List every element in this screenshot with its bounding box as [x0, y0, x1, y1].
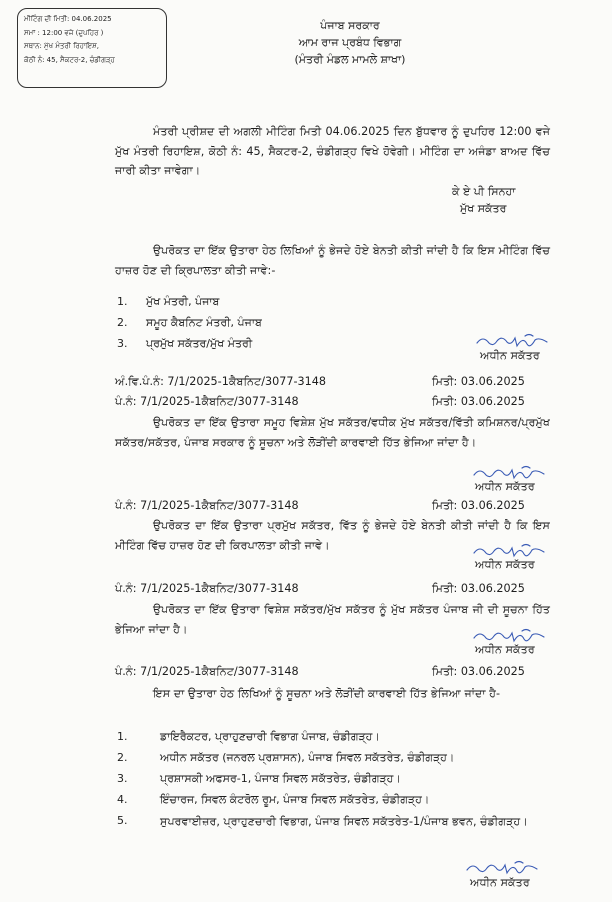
list-number: 4. [117, 793, 128, 806]
signatory-title: ਮੁੱਖ ਸਕੱਤਰ [460, 202, 507, 215]
under-secretary-title: ਅਧੀਨ ਸਕੱਤਰ [480, 349, 540, 362]
under-secretary-title: ਅਧੀਨ ਸਕੱਤਰ [475, 480, 535, 493]
list-item: ਮੁੱਖ ਮੰਤਰੀ, ਪੰਜਾਬ [146, 295, 220, 308]
list-number: 2. [117, 751, 128, 764]
under-secretary-title: ਅਧੀਨ ਸਕੱਤਰ [475, 643, 535, 656]
list-number: 3. [117, 337, 128, 350]
list-item: ਸਮੂਹ ਕੈਬਨਿਟ ਮੰਤਰੀ, ਪੰਜਾਬ [146, 316, 262, 329]
under-secretary-title: ਅਧੀਨ ਸਕੱਤਰ [470, 876, 530, 889]
meeting-info-stamp [17, 8, 167, 88]
header-department: ਆਮ ਰਾਜ ਪ੍ਰਬੰਧ ਵਿਭਾਗ [298, 36, 402, 49]
copy4-paragraph: ਉਪਰੋਕਤ ਦਾ ਇੱਕ ਉਤਾਰਾ ਵਿਸ਼ੇਸ਼ ਸਕੱਤਰ/ਮੁੱਖ ਸਕੱਤਰ ਨੂੰ ਮੁੱਖ ਸਕੱਤਰ ਪੰਜਾਬ ਜੀ ਦੀ ਸੂਚਨਾ ਹਿੱਤ ਭੇਜਿਆ ਜਾਂਦਾ ਹੈ। [115, 603, 550, 636]
handwritten-signature-icon [472, 543, 552, 559]
handwritten-signature-icon [465, 860, 550, 876]
signatory-name: ਕੇ ਏ ਪੀ ਸਿਨਹਾ [452, 185, 516, 198]
reference-number: ਪੰ.ਨੰ: 7/1/2025-1ਕੈਬਨਿਟ/3077-3148 [115, 582, 299, 595]
reference-number: ਅੰ.ਵਿ.ਪੰ.ਨੰ: 7/1/2025-1ਕੈਬਨਿਟ/3077-3148 [115, 375, 326, 388]
handwritten-signature-icon [475, 333, 555, 349]
chief-secretary-signature [452, 183, 515, 217]
header-government: ਪੰਜਾਬ ਸਰਕਾਰ [320, 19, 380, 32]
intro-paragraph: ਮੰਤਰੀ ਪ੍ਰੀਸ਼ਦ ਦੀ ਅਗਲੀ ਮੀਟਿੰਗ ਮਿਤੀ 04.06.2025 ਦਿਨ ਬੁੱਧਵਾਰ ਨੂੰ ਦੁਪਹਿਰ 12:00 ਵਜੇ ਮੁੱਖ ਮੰਤਰੀ ਰਿਹਾਇਸ਼, ਕੋਠੀ ਨੰ: 45, ਸੈਕਟਰ-2, ਚੰਡੀਗੜ੍ਹ ਵਿਖੇ ਹੋਵੇਗੀ। ਮੀਟਿੰਗ ਦਾ ਅਜੰਡਾ ਬਾਅਦ ਵਿੱਚ ਜਾਰੀ ਕੀਤਾ ਜਾਵੇਗਾ। [115, 125, 550, 177]
stamp-place: ਸਥਾਨ: ਮੁੱਖ ਮੰਤਰੀ ਰਿਹਾਇਸ਼, [24, 42, 99, 50]
list-item: ਅਧੀਨ ਸਕੱਤਰ (ਜਨਰਲ ਪ੍ਰਸ਼ਾਸਨ), ਪੰਜਾਬ ਸਿਵਲ ਸਕੱਤਰੇਤ, ਚੰਡੀਗੜ੍ਹ। [160, 751, 455, 764]
handwritten-signature-icon [472, 465, 552, 481]
list-item: ਇੰਚਾਰਜ, ਸਿਵਲ ਕੰਟਰੋਲ ਰੂਮ, ਪੰਜਾਬ ਸਿਵਲ ਸਕੱਤਰੇਤ, ਚੰਡੀਗੜ੍ਹ। [160, 793, 430, 806]
copy1-paragraph: ਉਪਰੋਕਤ ਦਾ ਇੱਕ ਉਤਾਰਾ ਹੇਠ ਲਿਖਿਆਂ ਨੂੰ ਭੇਜਦੇ ਹੋਏ ਬੇਨਤੀ ਕੀਤੀ ਜਾਂਦੀ ਹੈ ਕਿ ਇਸ ਮੀਟਿੰਗ ਵਿੱਚ ਹਾਜ਼ਰ ਹੋਣ ਦੀ ਕ੍ਰਿਪਾਲਤਾ ਕੀਤੀ ਜਾਵੇ:- [115, 244, 550, 277]
stamp-address: ਕੋਠੀ ਨੰ: 45, ਸੈਕਟਰ-2, ਚੰਡੀਗੜ੍ਹ [24, 55, 115, 64]
list-item: ਡਾਇਰੈਕਟਰ, ਪ੍ਰਾਹੁਣਚਾਰੀ ਵਿਭਾਗ ਪੰਜਾਬ, ਚੰਡੀਗੜ੍ਹ। [160, 730, 380, 743]
reference-number: ਪੰ.ਨੰ: 7/1/2025-1ਕੈਬਨਿਟ/3077-3148 [115, 395, 299, 408]
reference-date: ਮਿਤੀ: 03.06.2025 [432, 582, 525, 595]
handwritten-signature-icon [472, 628, 552, 644]
stamp-date: ਮੀਟਿੰਗ ਦੀ ਮਿਤੀ: 04.06.2025 [24, 15, 112, 23]
list-item: ਪ੍ਰਸ਼ਾਸਕੀ ਅਫਸਰ-1, ਪੰਜਾਬ ਸਿਵਲ ਸਕੱਤਰੇਤ, ਚੰਡੀਗੜ੍ਹ। [160, 772, 401, 785]
reference-date: ਮਿਤੀ: 03.06.2025 [432, 499, 525, 512]
copy3-paragraph: ਉਪਰੋਕਤ ਦਾ ਇੱਕ ਉਤਾਰਾ ਪ੍ਰਮੁੱਖ ਸਕੱਤਰ, ਵਿੱਤ ਨੂੰ ਭੇਜਦੇ ਹੋਏ ਬੇਨਤੀ ਕੀਤੀ ਜਾਂਦੀ ਹੈ ਕਿ ਇਸ ਮੀਟਿੰਗ ਵਿੱਚ ਹਾਜ਼ਰ ਹੋਣ ਦੀ ਕਿਰਪਾਲਤਾ ਕੀਤੀ ਜਾਵੇ। [115, 519, 550, 552]
list-item: ਸੁਪਰਵਾਈਜ਼ਰ, ਪ੍ਰਾਹੁਣਚਾਰੀ ਵਿਭਾਗ, ਪੰਜਾਬ ਸਿਵਲ ਸਕੱਤਰੇਤ-1/ਪੰਜਾਬ ਭਵਨ, ਚੰਡੀਗੜ੍ਹ। [160, 815, 528, 828]
copy5-paragraph: ਇਸ ਦਾ ਉਤਾਰਾ ਹੇਠ ਲਿਖਿਆਂ ਨੂੰ ਸੂਚਨਾ ਅਤੇ ਲੋੜੀਂਦੀ ਕਾਰਵਾਈ ਹਿੱਤ ਭੇਜਿਆ ਜਾਂਦਾ ਹੈ- [153, 687, 501, 700]
list-item: ਪ੍ਰਮੁੱਖ ਸਕੱਤਰ/ਮੁੱਖ ਮੰਤਰੀ [146, 337, 253, 350]
reference-date: ਮਿਤੀ: 03.06.2025 [432, 375, 525, 388]
list-number: 3. [117, 772, 128, 785]
copy2-paragraph: ਉਪਰੋਕਤ ਦਾ ਇੱਕ ਉਤਾਰਾ ਸਮੂਹ ਵਿਸ਼ੇਸ਼ ਮੁੱਖ ਸਕੱਤਰ/ਵਧੀਕ ਮੁੱਖ ਸਕੱਤਰ/ਵਿੱਤੀ ਕਮਿਸ਼ਨਰ/ਪ੍ਰਮੁੱਖ ਸਕੱਤਰ/ਸਕੱਤਰ, ਪੰਜਾਬ ਸਰਕਾਰ ਨੂੰ ਸੂਚਨਾ ਅਤੇ ਲੋੜੀਂਦੀ ਕਾਰਵਾਈ ਹਿੱਤ ਭੇਜਿਆ ਜਾਂਦਾ ਹੈ। [115, 416, 550, 449]
reference-date: ਮਿਤੀ: 03.06.2025 [432, 395, 525, 408]
reference-date: ਮਿਤੀ: 03.06.2025 [432, 665, 525, 678]
stamp-time: ਸਮਾਂ : 12:00 ਵਜੇ (ਦੁਪਹਿਰ ) [24, 28, 104, 37]
under-secretary-title: ਅਧੀਨ ਸਕੱਤਰ [475, 558, 535, 571]
header-branch: (ਮੰਤਰੀ ਮੰਡਲ ਮਾਮਲੇ ਸ਼ਾਖਾ) [294, 53, 406, 66]
list-number: 1. [117, 730, 128, 743]
letter-header [250, 17, 450, 68]
reference-number: ਪੰ.ਨੰ: 7/1/2025-1ਕੈਬਨਿਟ/3077-3148 [115, 499, 299, 512]
list-number: 5. [117, 814, 128, 827]
list-number: 1. [117, 295, 128, 308]
reference-number: ਪੰ.ਨੰ: 7/1/2025-1ਕੈਬਨਿਟ/3077-3148 [115, 665, 299, 678]
list-number: 2. [117, 316, 128, 329]
